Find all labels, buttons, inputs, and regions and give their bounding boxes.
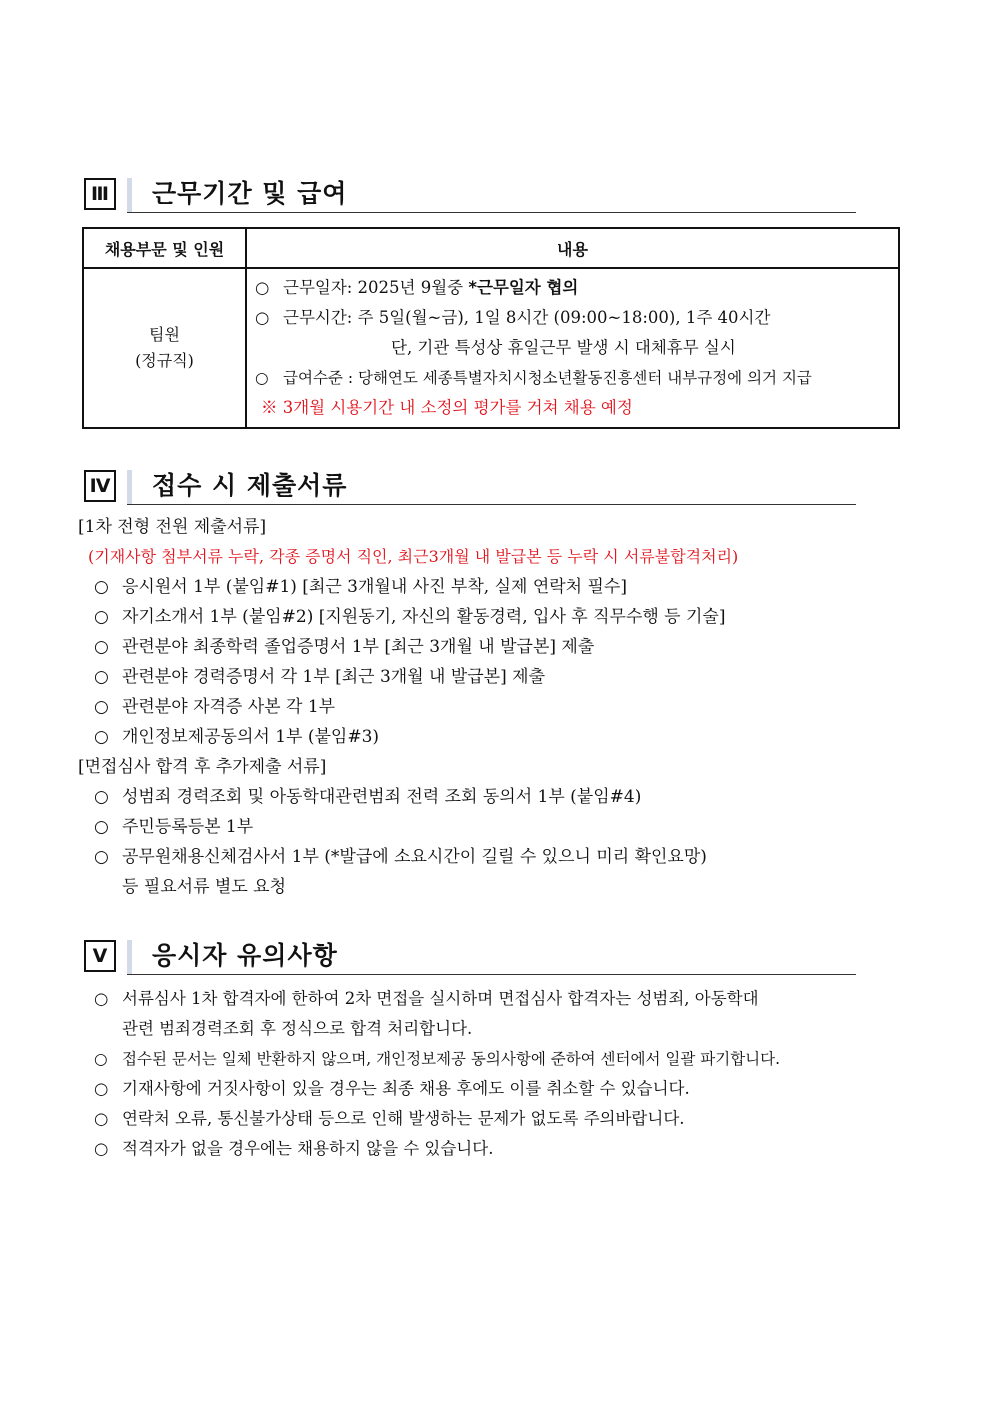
required-documents-list (78, 512, 738, 902)
work-date-note: *근무일자 협의 (468, 278, 579, 297)
list-item: ○ 적격자가 없을 경우에는 채용하지 않을 수 있습니다. (94, 1139, 494, 1158)
work-hours-line: ○ 근무시간: 주 5일(월~금), 1일 8시간 (09:00~18:00), 1주 40시간 (255, 308, 771, 327)
section-accent-bar (127, 940, 132, 974)
section-accent-bar (127, 178, 132, 212)
list-item: ○ 기재사항에 거짓사항이 있을 경우는 최종 채용 후에도 이를 취소할 수 있습니다. (94, 1079, 690, 1098)
section-title: 접수 시 제출서류 (152, 471, 348, 500)
section-accent-bar (127, 470, 132, 504)
list-item: ○ 개인정보제공동의서 1부 (붙임#3) (94, 727, 380, 747)
section-divider (127, 504, 856, 505)
table-header-role: 채용부문 및 인원 (83, 228, 246, 268)
section-divider (127, 212, 856, 213)
list-item-continuation: 관련 범죄경력조회 후 정식으로 합격 처리합니다. (122, 1019, 473, 1038)
list-item: ○ 관련분야 경력증명서 각 1부 [최근 3개월 내 발급본] 제출 (94, 667, 545, 687)
group2-title: [면접심사 합격 후 추가제출 서류] (78, 757, 327, 777)
list-item: ○ 응시원서 1부 (붙임#1) [최근 3개월내 사진 부착, 실제 연락처 필수] (94, 577, 627, 597)
section-divider (127, 974, 856, 975)
section-number: Ⅳ (84, 470, 116, 502)
list-item: ○ 관련분야 최종학력 졸업증명서 1부 [최근 3개월 내 발급본] 제출 (94, 637, 595, 657)
group2-tail: 등 필요서류 별도 요청 (122, 877, 287, 897)
list-item: ○ 성범죄 경력조회 및 아동학대관련범죄 전력 조회 동의서 1부 (붙임#4) (94, 787, 642, 807)
section-3-header (84, 178, 856, 214)
section-number: Ⅴ (84, 940, 116, 972)
list-item: ○ 연락처 오류, 통신불가상태 등으로 인해 발생하는 문제가 없도록 주의바랍니다. (94, 1109, 685, 1128)
table-header-content: 내용 (246, 228, 899, 268)
section-4-header (84, 470, 856, 506)
group1-warning: (기재사항 첨부서류 누락, 각종 증명서 직인, 최근3개월 내 발급본 등 누락 시 서류불합격처리) (88, 547, 739, 566)
role-type: (정규직) (135, 351, 194, 370)
applicant-notes-list (78, 984, 780, 1164)
work-hours-note: 단, 기관 특성상 휴일근무 발생 시 대체휴무 실시 (391, 338, 736, 357)
list-item: ○ 접수된 문서는 일체 반환하지 않으며, 개인정보제공 동의사항에 준하여 센터에서 일괄 파기합니다. (94, 1050, 781, 1068)
list-item: ○ 주민등록등본 1부 (94, 817, 254, 837)
employment-terms-table (82, 227, 900, 429)
role-title: 팀원 (149, 325, 180, 344)
work-date-line: ○ 근무일자: 2025년 9월중 *근무일자 협의 (255, 278, 579, 297)
probation-note: ※ 3개월 시용기간 내 소정의 평가를 거쳐 채용 예정 (261, 398, 633, 417)
list-item: ○ 관련분야 자격증 사본 각 1부 (94, 697, 336, 717)
content-cell (246, 268, 899, 428)
section-title: 응시자 유의사항 (152, 941, 338, 970)
list-item: ○ 공무원채용신체검사서 1부 (*발급에 소요시간이 길릴 수 있으니 미리 확인요망) (94, 847, 707, 867)
list-item: ○ 자기소개서 1부 (붙임#2) [지원동기, 자신의 활동경력, 입사 후 직무수행 등 기술] (94, 607, 726, 627)
section-5-header (84, 940, 856, 976)
group1-title: [1차 전형 전원 제출서류] (78, 517, 267, 537)
role-cell (83, 268, 246, 428)
salary-line: ○ 급여수준 : 당해연도 세종특별자치시청소년활동진흥센터 내부규정에 의거 지급 (255, 369, 812, 387)
section-title: 근무기간 및 급여 (152, 179, 348, 208)
section-number: Ⅲ (84, 178, 116, 210)
list-item: ○ 서류심사 1차 합격자에 한하여 2차 면접을 실시하며 면접심사 합격자는 성범죄, 아동학대 (94, 989, 759, 1008)
